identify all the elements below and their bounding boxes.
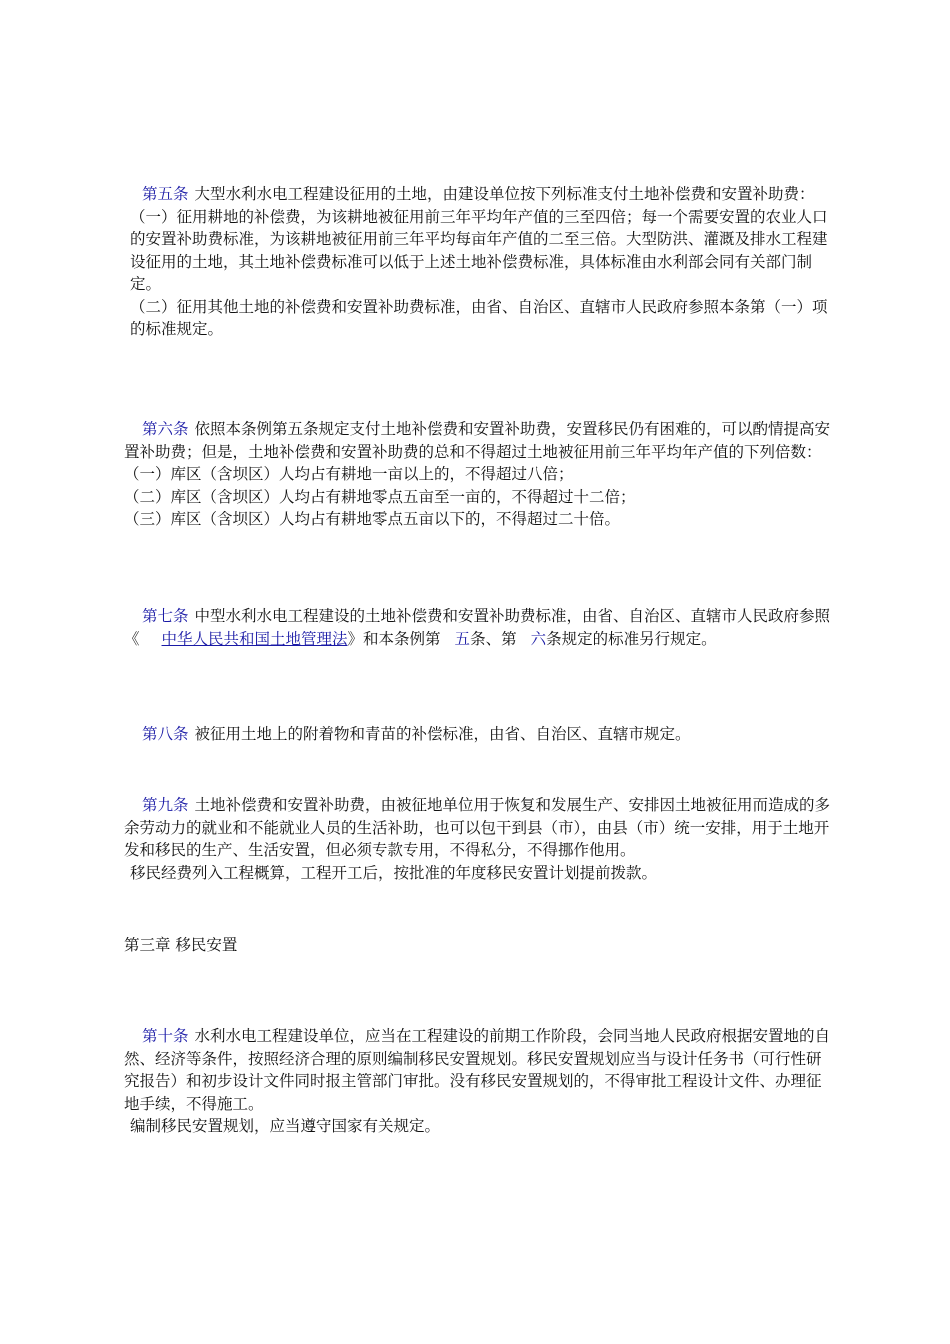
article-8-number[interactable]: 第八条 [142, 725, 189, 743]
article-9-text: 土地补偿费和安置补助费，由被征地单位用于恢复和发展生产、安排因土地被征用而造成的多余劳动力的就业和不能就业人员的生活补助，也可以包干到县（市），由县（市）统一安排，用于土地开发和移民的生产、生活安置，但必须专款专用，不得私分，不得挪作他用。 [124, 796, 831, 859]
article-5-ref-link[interactable]: 五 [454, 629, 471, 648]
article-5 [124, 183, 836, 341]
article-6-ref-link[interactable]: 六 [530, 629, 547, 648]
article-7-text-2: 》和本条例第 [347, 629, 441, 648]
article-5-item-1: （一）征用耕地的补偿费，为该耕地被征用前三年平均年产值的三至四倍；每一个需要安置的农业人口的安置补助费标准，为该耕地被征用前三年平均每亩年产值的二至三倍。大型防洪、灌溉及排水工程建设征用的土地，其土地补偿费标准可以低于上述土地补偿费标准，具体标准由水利部会同有关部门制定。 [130, 207, 828, 293]
article-6 [124, 418, 836, 531]
article-6-lead: 依照本条例第五条规定支付土地补偿费和安置补助费，安置移民仍有困难的，可以酌情提高安置补助费；但是，土地补偿费和安置补助费的总和不得超过土地被征用前三年平均年产值的下列倍数： [124, 420, 831, 461]
article-10-extra: 编制移民安置规划，应当遵守国家有关规定。 [130, 1117, 441, 1135]
article-5-item-2: （二）征用其他土地的补偿费和安置补助费标准，由省、自治区、直辖市人民政府参照本条第（一）项的标准规定。 [130, 297, 828, 338]
article-8 [124, 723, 836, 746]
article-10-text: 水利水电工程建设单位，应当在工程建设的前期工作阶段，会同当地人民政府根据安置地的自然、经济等条件，按照经济合理的原则编制移民安置规划。移民安置规划应当与设计任务书（可行性研究报告）和初步设计文件同时报主管部门审批。没有移民安置规划的，不得审批工程设计文件、办理征地手续，不得施工。 [124, 1027, 831, 1113]
article-6-item-3: （三）库区（含坝区）人均占有耕地零点五亩以下的，不得超过二十倍。 [124, 510, 621, 528]
article-6-item-1: （一）库区（含坝区）人均占有耕地一亩以上的，不得超过八倍； [124, 465, 574, 483]
chapter-3-heading: 第三章 移民安置 [124, 936, 238, 954]
article-6-item-2: （二）库区（含坝区）人均占有耕地零点五亩至一亩的，不得超过十二倍； [124, 487, 636, 506]
article-10 [124, 1025, 836, 1138]
article-9 [124, 794, 836, 884]
article-7 [124, 605, 836, 650]
article-9-extra: 移民经费列入工程概算，工程开工后，按批准的年度移民安置计划提前拨款。 [130, 863, 658, 882]
article-8-text: 被征用土地上的附着物和青苗的补偿标准，由省、自治区、直辖市规定。 [194, 725, 691, 743]
article-10-number[interactable]: 第十条 [142, 1027, 189, 1045]
article-7-number[interactable]: 第七条 [142, 607, 189, 625]
article-7-text-4: 条规定的标准另行规定。 [546, 629, 717, 648]
article-6-number[interactable]: 第六条 [142, 420, 189, 438]
article-7-text-1: 中型水利水电工程建设的土地补偿费和安置补助费标准，由省、自治区、直辖市人民政府参照《 [124, 607, 831, 648]
article-5-number[interactable]: 第五条 [142, 185, 189, 203]
article-7-text-3: 条、第 [470, 629, 517, 648]
article-9-number[interactable]: 第九条 [142, 796, 189, 814]
article-5-lead: 大型水利水电工程建设征用的土地，由建设单位按下列标准支付土地补偿费和安置补助费： [194, 185, 815, 203]
land-law-link[interactable]: 中华人民共和国土地管理法 [161, 629, 348, 648]
